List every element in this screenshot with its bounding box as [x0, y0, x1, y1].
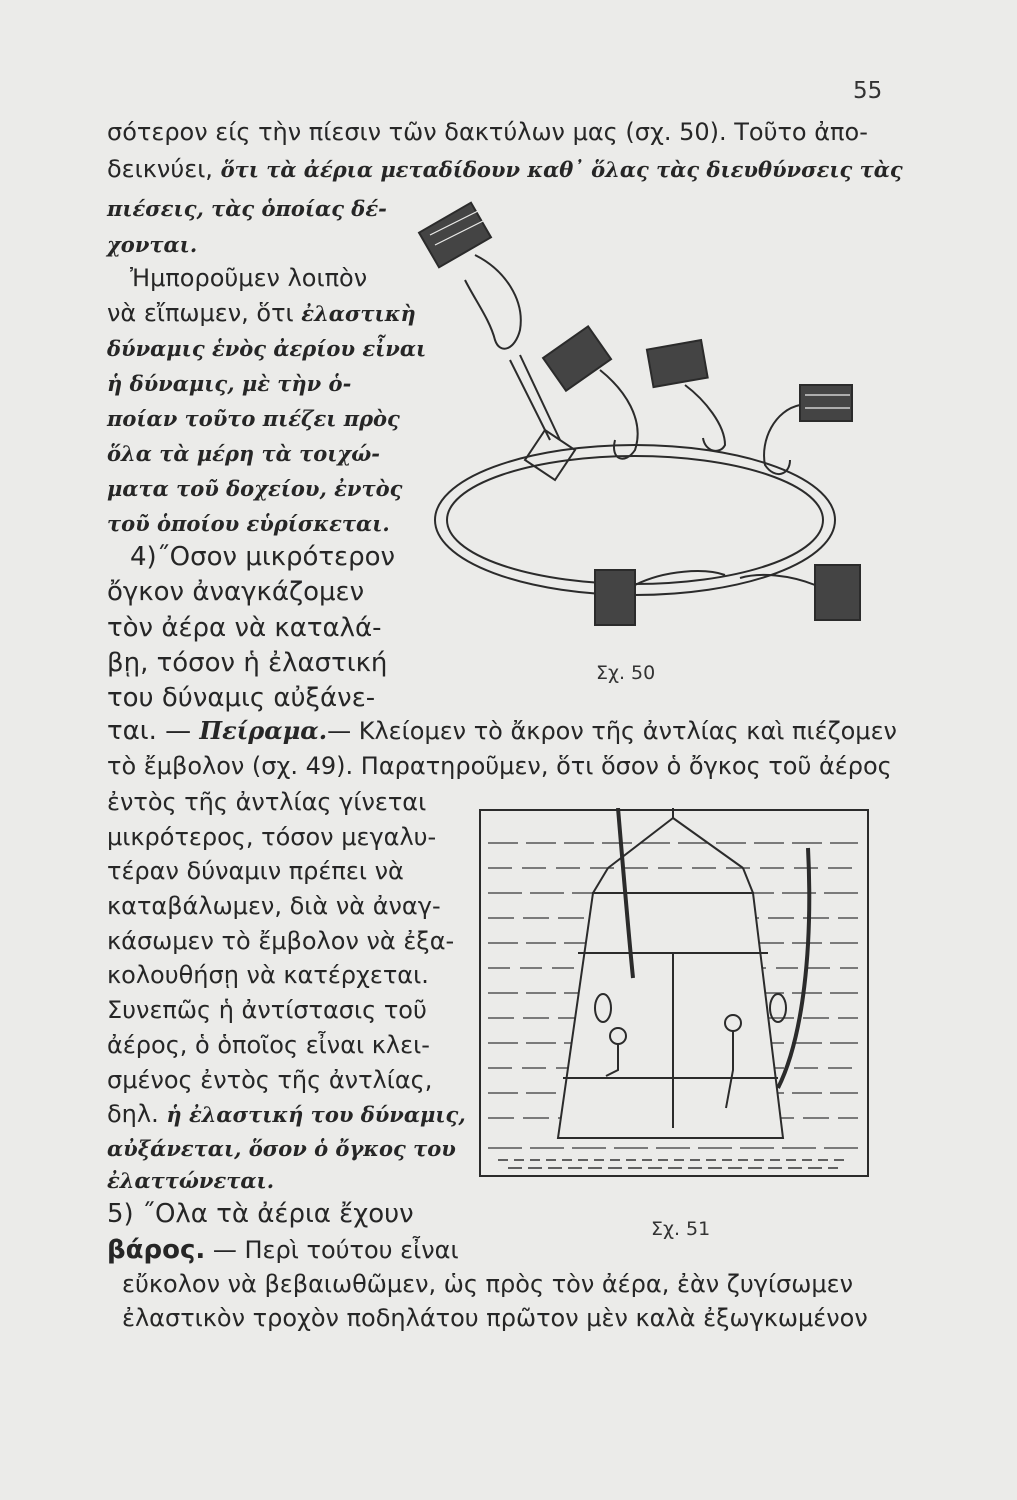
text-line: κάσωμεν τὸ ἔμβολον νὰ ἐξα- [107, 927, 455, 955]
text-run: δηλ. [107, 1100, 167, 1128]
emphasis-text: ἐλαστικὴ [301, 301, 416, 326]
text-line: σμένος ἐντὸς τῆς ἀντλίας, [107, 1066, 433, 1094]
figure-50-illustration [405, 190, 880, 670]
text-line: του δύναμις αὐξάνε- [107, 683, 376, 713]
text-line: κολουθήσῃ νὰ κατέρχεται. [107, 961, 429, 989]
emphasis-text: χονται. [107, 232, 198, 257]
emphasis-text: ἐλαττώνεται. [107, 1168, 275, 1193]
figure-51-caption: Σχ. 51 [651, 1218, 711, 1240]
text-line: ἀέρος, ὁ ὁποῖος εἶναι κλει- [107, 1031, 430, 1059]
text-line: βῃ, τόσον ἡ ἐλαστική [107, 648, 388, 678]
text-line: ἐλαστικὸν τροχὸν ποδηλάτου πρῶτον μὲν καλὰ ἐξωγκωμένον [122, 1304, 868, 1332]
text-line: Ἠμποροῦμεν λοιπὸν [130, 264, 368, 292]
text-line: ὄγκον ἀναγκάζομεν [107, 577, 365, 607]
text-line [107, 1132, 456, 1165]
text-line [107, 192, 387, 225]
emphasis-text: δύναμις ἑνὸς ἀερίου εἶναι [107, 336, 427, 361]
emphasis-text: αὐξάνεται, ὅσον ὁ ὄγκος του [107, 1136, 456, 1161]
text-line [107, 228, 197, 261]
text-line: καταβάλωμεν, διὰ νὰ ἀναγ- [107, 892, 441, 920]
text-line [107, 1164, 274, 1197]
emphasis-text: ἡ δύναμις, μὲ τὴν ὁ- [107, 371, 352, 396]
text-line: ἐντὸς τῆς ἀντλίας γίνεται [107, 788, 427, 816]
emphasis-text: ποίαν τοῦτο πιέζει πρὸς [107, 406, 400, 431]
text-run: — Κλείομεν τὸ ἄκρον τῆς ἀντλίας καὶ πιέζομεν [327, 717, 897, 745]
text-line: τέραν δύναμιν πρέπει νὰ [107, 857, 404, 885]
emphasis-text: τοῦ ὁποίου εὑρίσκεται. [107, 511, 390, 536]
text-line [107, 715, 897, 747]
text-line: τὸν ἀέρα νὰ καταλά- [107, 613, 382, 643]
text-run: νὰ εἴπωμεν, ὅτι [107, 299, 302, 327]
emphasis-text: ματα τοῦ δοχείου, ἐντὸς [107, 476, 403, 501]
emphasis-text: ἡ ἐλαστική του δύναμις, [166, 1102, 466, 1127]
text-line [107, 472, 402, 505]
text-line [107, 1098, 466, 1131]
text-line: Συνεπῶς ἡ ἀντίστασις τοῦ [107, 996, 427, 1024]
emphasis-text: ὅτι τὰ ἀέρια μεταδίδουν καθ᾽ ὅλας τὰς διευθύνσεις τὰς [220, 157, 903, 182]
figure-50-caption: Σχ. 50 [596, 662, 656, 684]
emphasis-text: ὅλα τὰ μέρη τὰ τοιχώ- [107, 441, 380, 466]
text-line: σότερον είς τὴν πίεσιν τῶν δακτύλων μας (σχ. 50). Τοῦτο ἀπο- [107, 118, 868, 146]
section-heading-line: 5) ˝Ολα τὰ ἀέρια ἔχουν [107, 1199, 414, 1229]
text-run: ται. — [107, 716, 200, 746]
text-line [107, 507, 390, 540]
page-number: 55 [853, 78, 883, 104]
text-run: δεικνύει, [107, 155, 221, 183]
text-line [107, 1234, 459, 1266]
heading-emphasis: βάρος. [107, 1235, 206, 1265]
text-line [107, 367, 351, 400]
figure-51-illustration [478, 808, 873, 1183]
text-line: τὸ ἔμβολον (σχ. 49). Παρατηροῦμεν, ὅτι ὅσον ὁ ὄγκος τοῦ ἀέρος [107, 752, 892, 780]
text-line [107, 153, 903, 186]
text-line: μικρότερος, τόσον μεγαλυ- [107, 823, 437, 851]
text-run: — Περὶ τούτου εἶναι [205, 1236, 459, 1264]
text-line: εὔκολον νὰ βεβαιωθῶμεν, ὡς πρὸς τὸν ἀέρα, ἐὰν ζυγίσωμεν [122, 1270, 854, 1298]
experiment-label: Πείραμα. [199, 716, 328, 745]
text-line [107, 332, 426, 365]
text-line [107, 297, 416, 330]
text-line [107, 437, 380, 470]
emphasis-text: πιέσεις, τὰς ὁποίας δέ- [107, 196, 387, 221]
text-line [107, 402, 400, 435]
section-heading-line: 4)˝Οσον μικρότερον [130, 542, 396, 572]
